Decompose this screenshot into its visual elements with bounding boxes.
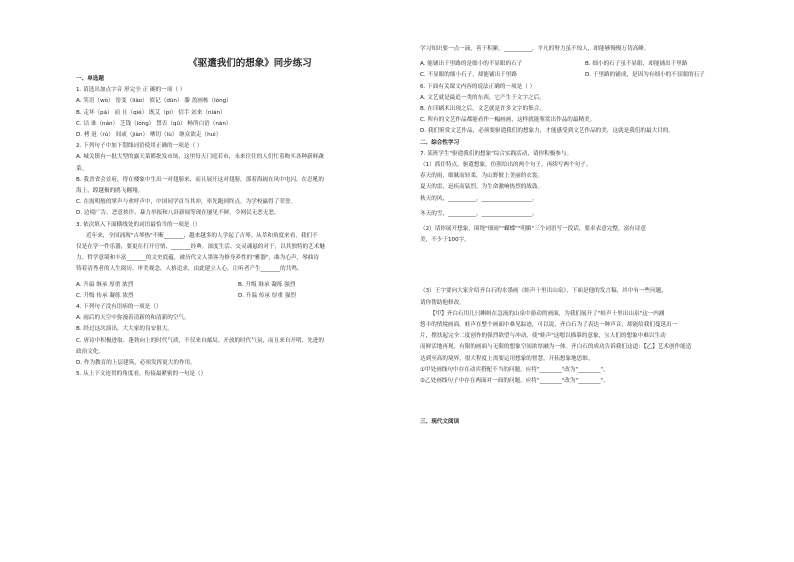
text-line: ②乙处画线句子中存在两面对一面的问题，应将"________"改为"________"。: [420, 378, 609, 385]
text-line: 菜。: [76, 165, 88, 172]
text-line: 秋天的风，__________，__________________。: [420, 195, 538, 202]
text-line: C. 诘 谁（nán） 芝钱（lóng） 禁否（qǔ） 畅所白语（nàn）: [76, 120, 232, 127]
answer-option: B. 升级 继承 凝练 强烈: [238, 281, 296, 288]
text-line: 而鲜活地再现，有限的画面与无限的想象空间浓厚融为一体。齐白石的成功告诉我们这道：【乙】艺术创作能造: [420, 344, 692, 351]
answer-writing-space: [420, 246, 750, 286]
text-line: （3）王宇要向大家介绍齐白石的水墨画《蛙声十里出山泉》，下面是他的发言稿，其中有一些问题，: [420, 288, 667, 295]
answer-option: A. 升温 继承 厚重 浓烈: [76, 281, 134, 288]
text-line: 1. 请选出加点字音 形完全 正 确的一项（ ）: [76, 87, 186, 94]
text-line: 3. 依次填入下面横线处的词语最恰当的一项是（）: [76, 221, 201, 228]
right-column: [420, 44, 750, 428]
text-line: D. 作为教育的上层建筑，必须发挥更大的作用。: [76, 360, 196, 367]
text-line: 2. 下列句子中加下划线词语使用正确的一项是（ ）: [76, 143, 203, 150]
text-line: 6. 下面有关课文内容的说法正确的一项是（ ）: [420, 83, 536, 90]
text-line: 海上，蹚越极的鸥飞翱翔。: [76, 188, 144, 195]
text-line: 美，不少于100字。: [420, 237, 470, 244]
answer-option: D. 千里路的铺成，是因为有细小的不显眼的石子: [585, 72, 705, 79]
text-line: ①甲处画线句中存在动宾搭配不当的问题，应将"________"改为"________"。: [420, 366, 609, 373]
text-line: 片，撑扶起完全二度创作的强烈欲望与冲动，使"蛙声"这嗯以描摹的意象，宝人们的想象中难以生动: [420, 333, 666, 340]
column-top-spacer: [76, 44, 400, 74]
page-title: 《驱遣我们的想象》同步练习: [188, 58, 312, 69]
text-line: B. 我晋省会首府，得在楼象中生出一对翅膀来，而且展开这对翅膀，那着海阔在风中电闪，在忍吼的: [76, 176, 324, 183]
answer-options-row: [76, 291, 400, 302]
text-line: 请你帮助他修改。: [420, 299, 465, 306]
text-line: D. 边境广告、恶意挟诈、暴力举报和八卦新闻等现在屡见不鲜，令网民无恶无恶。: [76, 210, 280, 217]
text-line: 仅是在学一件乐器，要更在打开官情、_______经典。深度生活、交灵魂悬的对于，以其独特的艺术魅: [76, 244, 325, 251]
answer-options-row: [76, 280, 400, 291]
blank-gap: [420, 387, 750, 417]
left-column: [76, 44, 400, 380]
text-line: B. 在印刷术出现之后，文艺就是许多文字的集合。: [420, 106, 545, 113]
text-line: A. 笑语（wò） 窑变（liào） 娱记（dūn） 滕 盈画栋（lóng）: [76, 98, 232, 105]
text-line: 学习知识要一点一滴，善于积累。__________，平凡的努力虽不惊人，却能够慢慢万切高峰。: [420, 46, 650, 52]
section-heading: 一、单选题: [76, 76, 104, 82]
text-line: （2）请你展开想象，围绕"细雨""蝴蝶""明媚"三个词语写一段话，要求表意完整，富有诗意: [420, 226, 646, 233]
text-line: D. 栲 返（rù） 间或（jiàn） 哂切（lù） 继众欲走（huì）: [76, 132, 222, 139]
text-line: 近年来，全国涌现"吉琴热"不断_______，越来越多的人学起了吉琴。从萃和角度来看，我们不: [86, 232, 318, 239]
text-line: 冬天的雪，__________，__________________。: [420, 210, 538, 217]
answer-option: A. 能铺出千里路的是细小的不显眼的石子: [420, 61, 523, 68]
text-line: 悠丰的情境画面。蛙声在整个画面中难见踪迹，可以说，齐白石为了表达一种声音，却能给我们蔓延出一: [420, 322, 678, 329]
text-line: A. 城关镇有一批大型的露天菜都批发市场，这里每天门庭若市，未来往往的人们忙着购买各种新鲜蔬: [76, 154, 324, 161]
answer-option: C. 升级 传承 凝练 浓烈: [76, 292, 134, 299]
text-line: 【甲】齐白石用几只蝌蚪在急流的山泉中游动的画面，为我们展开了"蛙声十里出山泉"这一内涵: [430, 310, 665, 317]
text-line: 4. 下列句子没有语病的一项是（）: [76, 304, 162, 311]
section-heading: 二、综合性学习: [420, 139, 460, 146]
text-line: 力、哲学意境和丰富_______的文史底蕴，被历代文人墨客为修身养性的"雅器"，曲为心声，琴曲诗: [76, 255, 319, 262]
text-line: C. 唐诗中积极进取、蓬勃向上的时代气质，不仅来自邮局、开放的时代气氛，而且来自开明、先进的: [76, 337, 324, 344]
text-line: 铸着清秀者的人生阅历、审美观念、人格追求，由此建立人心，让听者产生_______的共鸣。: [76, 266, 303, 273]
text-line: 夏天的雷，迅疾而猛烈，为生命激响热烈的战鼓。: [420, 184, 544, 191]
section-heading: 三、现代文阅读: [420, 419, 460, 426]
text-line: （1）抓住特点，驱遣想象，仿照给出的两个句子，再续写两个句子。: [420, 162, 592, 169]
text-line: 5. 从上下文连贯的角度看，衔接最紧密的一句是（）: [76, 371, 207, 378]
text-line: C. 在霞明般的掌声与欢呼声中，中国同学首当其冲，率先跑到终点，为学校赢得了荣誉。: [76, 199, 297, 206]
answer-option: C. 不显眼的细小石子，却能铺出千里路: [420, 72, 517, 79]
text-line: D. 我们鉴赏文艺作品，必须要驱遣我们的想象力，才能感受到文艺作品的美，这就是我们的最大目的。: [420, 128, 674, 135]
answer-option: D. 升温 传承 厚重 强烈: [238, 292, 296, 299]
text-line: 春天的雨，细腻而轻柔，为山野披上美丽的衣裳。: [420, 173, 544, 180]
text-line: 达到至高的境界，很大程度上需要运用想象的智慧，开拓想象地思维。: [420, 355, 594, 362]
text-line: 政治文化。: [76, 348, 104, 355]
answer-option: B. 细小的石子虽不显眼，却能铺出千里路: [585, 61, 688, 68]
answer-options-row: [420, 59, 750, 70]
text-line: 7. 某班学生"驱遣我们的想象"综合实践活动，请你积极参与。: [420, 150, 573, 157]
text-line: B. 经过这次演出，大大家的良安很大。: [76, 326, 173, 333]
text-line: A. 文艺就是最追一类的东西，它产生于文字之后。: [420, 94, 545, 101]
text-line: C. 所有的文艺作品都能看作一幅画画，这样就能鉴赏出作品的最精美。: [420, 117, 596, 124]
answer-options-row: [420, 70, 750, 81]
text-line: B. 走坏（pà） 而 且（qié） 既艾（pì） 信手 站来（nián）: [76, 109, 226, 116]
text-line: A. 雨后的天空中弥漫着清新的和清新的空气。: [76, 315, 190, 322]
